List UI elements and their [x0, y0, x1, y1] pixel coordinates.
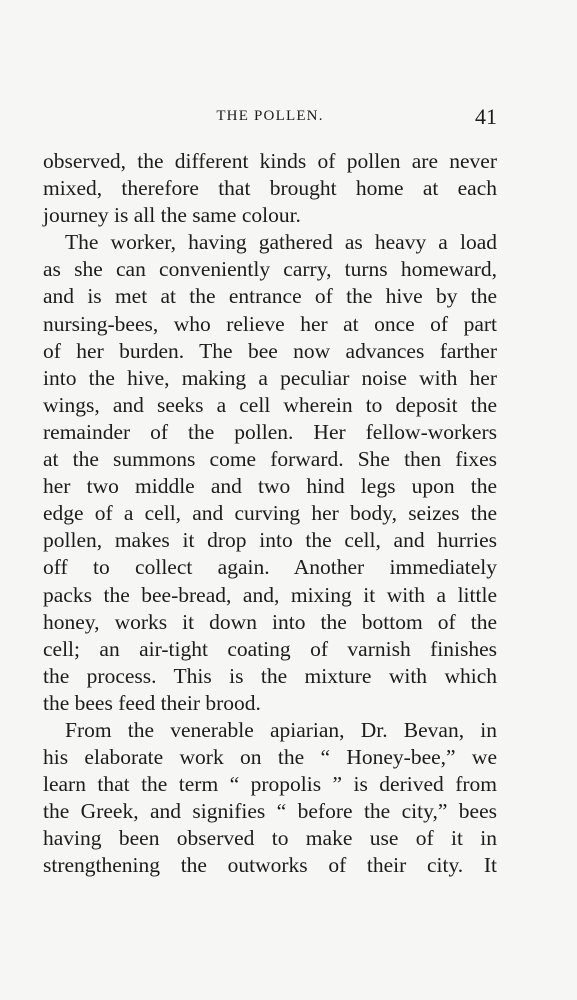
text-line: learn that the term “ propolis ” is derived from: [43, 772, 497, 797]
text-line: From the venerable apiarian, Dr. Bevan, in: [65, 717, 497, 742]
text-line: as she can conveniently carry, turns homeward,: [43, 257, 497, 282]
body-text: [43, 148, 497, 880]
text-line: journey is all the same colour.: [43, 203, 301, 228]
text-line: mixed, therefore that brought home at each: [43, 176, 497, 201]
text-line: the process. This is the mixture with which: [43, 663, 497, 688]
text-line: remainder of the pollen. Her fellow-workers: [43, 419, 497, 444]
page-number: 41: [475, 104, 497, 129]
text-line: of her burden. The bee now advances farther: [43, 338, 497, 363]
text-line: The worker, having gathered as heavy a load: [65, 230, 497, 255]
text-line: pollen, makes it drop into the cell, and hurries: [43, 528, 497, 553]
text-line: wings, and seeks a cell wherein to deposit the: [43, 392, 497, 417]
text-line: at the summons come forward. She then fixes: [43, 447, 497, 472]
text-line: cell; an air-tight coating of varnish finishes: [43, 636, 497, 661]
paragraph: [43, 717, 497, 880]
paragraph: [43, 148, 497, 229]
running-title: THE POLLEN.: [216, 108, 324, 124]
paragraph: [43, 229, 497, 717]
text-line: observed, the different kinds of pollen are never: [43, 149, 497, 173]
text-line: having been observed to make use of it in: [43, 826, 497, 851]
text-line: packs the bee-bread, and, mixing it with a little: [43, 582, 497, 607]
text-line: strengthening the outworks of their city. It: [43, 853, 497, 878]
text-line: into the hive, making a peculiar noise with her: [43, 365, 497, 390]
text-line: and is met at the entrance of the hive by the: [43, 284, 497, 309]
text-line: the bees feed their brood.: [43, 690, 261, 715]
text-line: edge of a cell, and curving her body, seizes the: [43, 501, 497, 526]
text-line: the Greek, and signifies “ before the city,” bees: [43, 799, 497, 824]
text-line: off to collect again. Another immediately: [43, 555, 497, 580]
text-line: honey, works it down into the bottom of the: [43, 609, 497, 634]
text-line: nursing-bees, who relieve her at once of part: [43, 311, 497, 336]
running-head: [43, 104, 497, 130]
text-line: his elaborate work on the “ Honey-bee,” we: [43, 745, 497, 770]
text-line: her two middle and two hind legs upon the: [43, 474, 497, 499]
